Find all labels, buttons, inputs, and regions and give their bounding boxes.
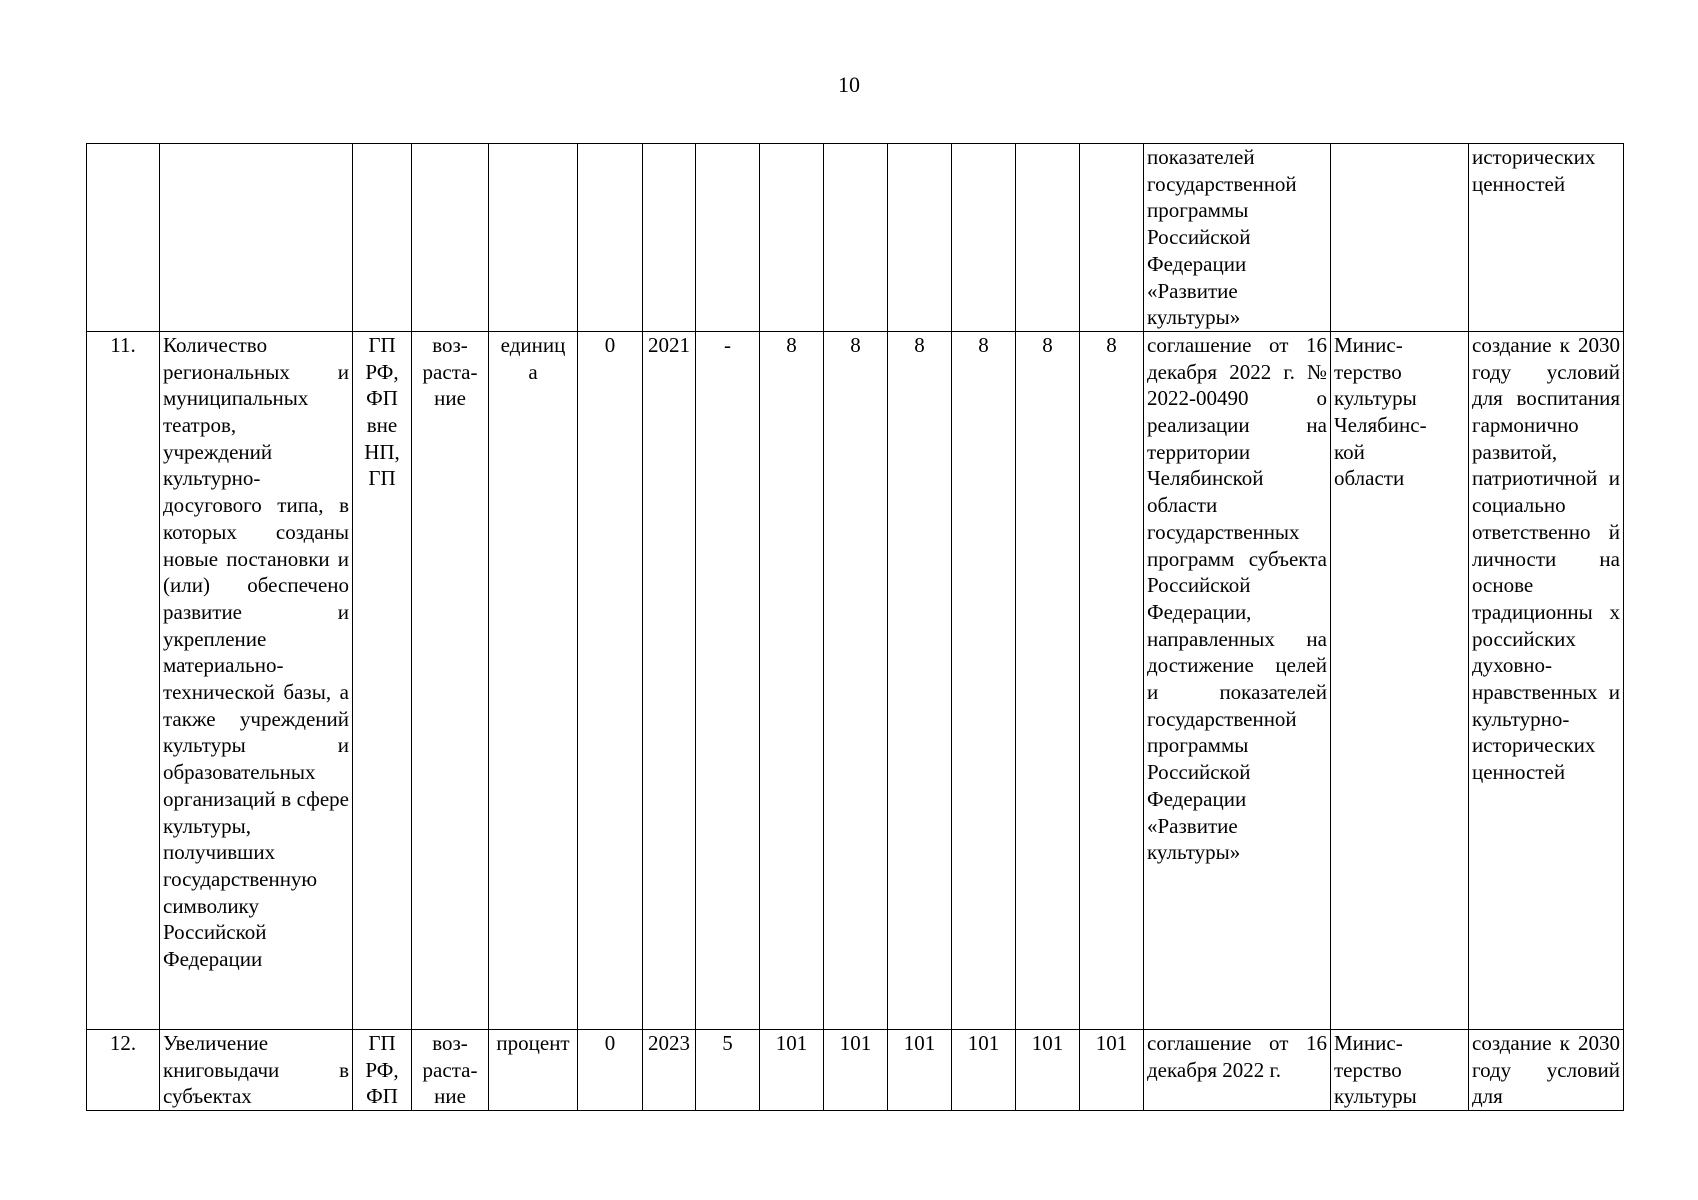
cell-value: 8 (1080, 331, 1144, 1029)
cell-basis: показателей государственной программы Российской Федерации «Развитие культуры» (1144, 144, 1331, 332)
indicators-table (86, 143, 1624, 1111)
cell-value (696, 144, 760, 332)
cell-indicator-name (160, 144, 353, 332)
cell-indicator-name: Количество региональных и муниципальных театров, учреждений культурно-досугового типа, в которых созданы новые постановки и (или) обеспечено развитие и укрепление материально-технической базы, а также учреждений культуры и образовательных организаций в сфере культуры, получивших государственную символику Российской Федерации (160, 331, 353, 1029)
cell-value: 101 (760, 1029, 824, 1110)
cell-value: 8 (760, 331, 824, 1029)
cell-responsible: Минис- терство культуры Челябинс- кой области (1331, 331, 1469, 1029)
cell-value: 8 (952, 331, 1016, 1029)
cell-base-value: 0 (578, 1029, 643, 1110)
cell-basis: соглашение от 16 декабря 2022 г. № 2022-00490 о реализации на территории Челябинской области государственных программ субъекта Российской Федерации, направленных на достижение целей и показателей государственной программы Российской Федерации «Развитие культуры» (1144, 331, 1331, 1029)
cell-level: ГП РФ, ФП вне НП, ГП (353, 331, 412, 1029)
cell-unit: единиц а (489, 331, 578, 1029)
cell-base-year: 2023 (643, 1029, 696, 1110)
cell-level: ГП РФ, ФП (353, 1029, 412, 1110)
table-row (87, 331, 1624, 1029)
cell-unit (489, 144, 578, 332)
cell-num (87, 144, 160, 332)
cell-value: 101 (1016, 1029, 1080, 1110)
cell-basis: соглашение от 16 декабря 2022 г. (1144, 1029, 1331, 1110)
cell-unit: процент (489, 1029, 578, 1110)
cell-value: - (696, 331, 760, 1029)
cell-level (353, 144, 412, 332)
cell-value (824, 144, 888, 332)
cell-num: 11. (87, 331, 160, 1029)
cell-indicator-name: Увеличение книговыдачи в субъектах (160, 1029, 353, 1110)
cell-result: исторических ценностей (1469, 144, 1624, 332)
cell-value: 5 (696, 1029, 760, 1110)
cell-value: 101 (1080, 1029, 1144, 1110)
cell-value: 8 (888, 331, 952, 1029)
cell-value (760, 144, 824, 332)
cell-value (1080, 144, 1144, 332)
table-row-continuation (87, 144, 1624, 332)
cell-value: 101 (952, 1029, 1016, 1110)
cell-base-year: 2021 (643, 331, 696, 1029)
cell-result: создание к 2030 году условий для воспитания гармонично развитой, патриотичной и социально ответственно й личности на основе традиционны х российских духовно-нравственных и культурно-исторических ценностей (1469, 331, 1624, 1029)
cell-value (952, 144, 1016, 332)
cell-num: 12. (87, 1029, 160, 1110)
cell-base-value: 0 (578, 331, 643, 1029)
cell-value (1016, 144, 1080, 332)
cell-value (888, 144, 952, 332)
cell-value: 8 (824, 331, 888, 1029)
cell-value: 8 (1016, 331, 1080, 1029)
table-row (87, 1029, 1624, 1110)
page-number: 10 (838, 72, 860, 97)
cell-trend (412, 144, 489, 332)
cell-value: 101 (824, 1029, 888, 1110)
cell-responsible (1331, 144, 1469, 332)
cell-trend: воз- раста- ние (412, 1029, 489, 1110)
cell-result: создание к 2030 году условий для (1469, 1029, 1624, 1110)
cell-trend: воз- раста- ние (412, 331, 489, 1029)
cell-base-year (643, 144, 696, 332)
cell-responsible: Минис- терство культуры (1331, 1029, 1469, 1110)
cell-value: 101 (888, 1029, 952, 1110)
cell-base-value (578, 144, 643, 332)
